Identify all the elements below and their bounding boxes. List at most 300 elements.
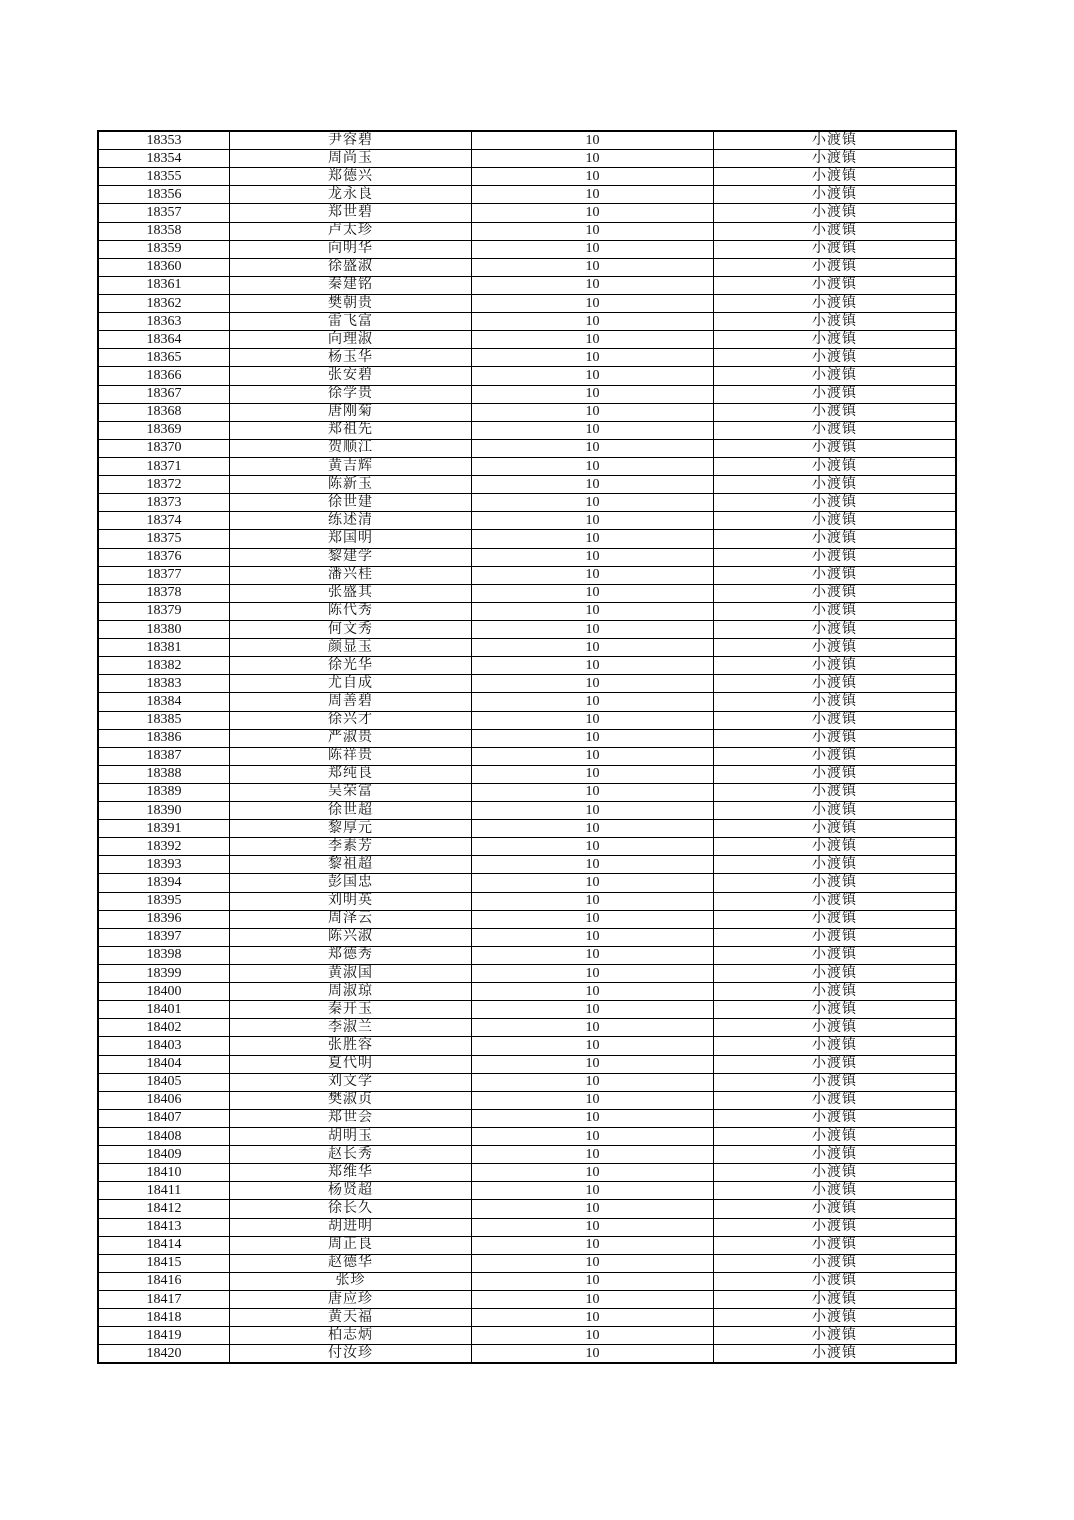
row-name-cell: 刘文学 bbox=[230, 1073, 472, 1091]
row-town-cell: 小渡镇 bbox=[714, 639, 957, 657]
row-name-cell: 张盛其 bbox=[230, 584, 472, 602]
table-row bbox=[98, 494, 956, 512]
row-name-cell: 黎厚元 bbox=[230, 820, 472, 838]
row-name-cell: 黄吉辉 bbox=[230, 457, 472, 475]
row-id-cell: 18382 bbox=[98, 657, 230, 675]
row-name-cell: 彭国忠 bbox=[230, 874, 472, 892]
row-name-cell: 周善碧 bbox=[230, 693, 472, 711]
row-name-cell: 胡明玉 bbox=[230, 1128, 472, 1146]
row-amount-cell: 10 bbox=[472, 168, 714, 186]
table-row bbox=[98, 765, 956, 783]
row-town-cell: 小渡镇 bbox=[714, 1272, 957, 1290]
row-id-cell: 18406 bbox=[98, 1091, 230, 1109]
row-amount-cell: 10 bbox=[472, 620, 714, 638]
row-amount-cell: 10 bbox=[472, 657, 714, 675]
row-id-cell: 18367 bbox=[98, 385, 230, 403]
row-town-cell: 小渡镇 bbox=[714, 367, 957, 385]
row-town-cell: 小渡镇 bbox=[714, 1109, 957, 1127]
row-name-cell: 郑祖先 bbox=[230, 421, 472, 439]
table-row bbox=[98, 1001, 956, 1019]
row-name-cell: 周尚玉 bbox=[230, 150, 472, 168]
row-name-cell: 赵长秀 bbox=[230, 1146, 472, 1164]
row-town-cell: 小渡镇 bbox=[714, 1309, 957, 1327]
row-id-cell: 18384 bbox=[98, 693, 230, 711]
row-id-cell: 18355 bbox=[98, 168, 230, 186]
row-amount-cell: 10 bbox=[472, 693, 714, 711]
row-name-cell: 郑世会 bbox=[230, 1109, 472, 1127]
row-name-cell: 付汝珍 bbox=[230, 1345, 472, 1364]
row-id-cell: 18373 bbox=[98, 494, 230, 512]
row-town-cell: 小渡镇 bbox=[714, 457, 957, 475]
row-amount-cell: 10 bbox=[472, 131, 714, 150]
row-id-cell: 18420 bbox=[98, 1345, 230, 1364]
row-id-cell: 18412 bbox=[98, 1200, 230, 1218]
row-amount-cell: 10 bbox=[472, 1182, 714, 1200]
table-row bbox=[98, 548, 956, 566]
row-id-cell: 18391 bbox=[98, 820, 230, 838]
row-town-cell: 小渡镇 bbox=[714, 747, 957, 765]
row-name-cell: 唐刚菊 bbox=[230, 403, 472, 421]
row-name-cell: 徐光华 bbox=[230, 657, 472, 675]
row-amount-cell: 10 bbox=[472, 186, 714, 204]
row-town-cell: 小渡镇 bbox=[714, 965, 957, 983]
table-row bbox=[98, 946, 956, 964]
row-name-cell: 卢太珍 bbox=[230, 222, 472, 240]
row-name-cell: 徐世建 bbox=[230, 494, 472, 512]
row-town-cell: 小渡镇 bbox=[714, 1073, 957, 1091]
table-row bbox=[98, 403, 956, 421]
row-town-cell: 小渡镇 bbox=[714, 1001, 957, 1019]
row-id-cell: 18370 bbox=[98, 439, 230, 457]
row-town-cell: 小渡镇 bbox=[714, 548, 957, 566]
row-name-cell: 樊淑贞 bbox=[230, 1091, 472, 1109]
row-amount-cell: 10 bbox=[472, 367, 714, 385]
row-town-cell: 小渡镇 bbox=[714, 1327, 957, 1345]
row-town-cell: 小渡镇 bbox=[714, 313, 957, 331]
table-row bbox=[98, 675, 956, 693]
row-town-cell: 小渡镇 bbox=[714, 820, 957, 838]
row-name-cell: 何文秀 bbox=[230, 620, 472, 638]
row-id-cell: 18381 bbox=[98, 639, 230, 657]
table-row bbox=[98, 639, 956, 657]
row-id-cell: 18380 bbox=[98, 620, 230, 638]
row-name-cell: 夏代明 bbox=[230, 1055, 472, 1073]
row-amount-cell: 10 bbox=[472, 1309, 714, 1327]
table-row bbox=[98, 240, 956, 258]
row-amount-cell: 10 bbox=[472, 711, 714, 729]
row-town-cell: 小渡镇 bbox=[714, 566, 957, 584]
row-name-cell: 向明华 bbox=[230, 240, 472, 258]
row-amount-cell: 10 bbox=[472, 1146, 714, 1164]
row-id-cell: 18361 bbox=[98, 276, 230, 294]
row-name-cell: 秦开玉 bbox=[230, 1001, 472, 1019]
row-name-cell: 郑国明 bbox=[230, 530, 472, 548]
row-amount-cell: 10 bbox=[472, 1055, 714, 1073]
table-row bbox=[98, 421, 956, 439]
row-town-cell: 小渡镇 bbox=[714, 765, 957, 783]
row-town-cell: 小渡镇 bbox=[714, 131, 957, 150]
row-amount-cell: 10 bbox=[472, 928, 714, 946]
row-town-cell: 小渡镇 bbox=[714, 602, 957, 620]
row-town-cell: 小渡镇 bbox=[714, 1182, 957, 1200]
row-amount-cell: 10 bbox=[472, 747, 714, 765]
table-row bbox=[98, 693, 956, 711]
row-town-cell: 小渡镇 bbox=[714, 1291, 957, 1309]
row-name-cell: 黄淑国 bbox=[230, 965, 472, 983]
row-name-cell: 陈兴淑 bbox=[230, 928, 472, 946]
row-amount-cell: 10 bbox=[472, 1272, 714, 1290]
table-row bbox=[98, 1055, 956, 1073]
row-name-cell: 陈祥贵 bbox=[230, 747, 472, 765]
row-name-cell: 尤自成 bbox=[230, 675, 472, 693]
row-amount-cell: 10 bbox=[472, 403, 714, 421]
row-id-cell: 18418 bbox=[98, 1309, 230, 1327]
table-row bbox=[98, 439, 956, 457]
row-amount-cell: 10 bbox=[472, 1291, 714, 1309]
row-amount-cell: 10 bbox=[472, 1254, 714, 1272]
row-amount-cell: 10 bbox=[472, 240, 714, 258]
row-id-cell: 18389 bbox=[98, 783, 230, 801]
row-town-cell: 小渡镇 bbox=[714, 331, 957, 349]
row-amount-cell: 10 bbox=[472, 439, 714, 457]
row-id-cell: 18414 bbox=[98, 1236, 230, 1254]
row-name-cell: 唐应珍 bbox=[230, 1291, 472, 1309]
row-town-cell: 小渡镇 bbox=[714, 403, 957, 421]
subsidy-roster-table bbox=[97, 130, 957, 1364]
row-id-cell: 18379 bbox=[98, 602, 230, 620]
row-id-cell: 18398 bbox=[98, 946, 230, 964]
row-name-cell: 黄天福 bbox=[230, 1309, 472, 1327]
row-town-cell: 小渡镇 bbox=[714, 1037, 957, 1055]
row-town-cell: 小渡镇 bbox=[714, 856, 957, 874]
row-amount-cell: 10 bbox=[472, 313, 714, 331]
row-amount-cell: 10 bbox=[472, 1001, 714, 1019]
row-id-cell: 18387 bbox=[98, 747, 230, 765]
row-amount-cell: 10 bbox=[472, 946, 714, 964]
row-town-cell: 小渡镇 bbox=[714, 928, 957, 946]
row-amount-cell: 10 bbox=[472, 1091, 714, 1109]
row-amount-cell: 10 bbox=[472, 1200, 714, 1218]
row-id-cell: 18399 bbox=[98, 965, 230, 983]
table-row bbox=[98, 313, 956, 331]
table-row bbox=[98, 512, 956, 530]
row-town-cell: 小渡镇 bbox=[714, 584, 957, 602]
table-row bbox=[98, 367, 956, 385]
row-id-cell: 18394 bbox=[98, 874, 230, 892]
row-name-cell: 严淑贵 bbox=[230, 729, 472, 747]
row-town-cell: 小渡镇 bbox=[714, 1236, 957, 1254]
row-town-cell: 小渡镇 bbox=[714, 276, 957, 294]
row-town-cell: 小渡镇 bbox=[714, 1345, 957, 1364]
row-name-cell: 龙永良 bbox=[230, 186, 472, 204]
row-name-cell: 郑世碧 bbox=[230, 204, 472, 222]
row-id-cell: 18362 bbox=[98, 294, 230, 312]
row-amount-cell: 10 bbox=[472, 1236, 714, 1254]
row-id-cell: 18360 bbox=[98, 258, 230, 276]
row-amount-cell: 10 bbox=[472, 1327, 714, 1345]
row-id-cell: 18401 bbox=[98, 1001, 230, 1019]
table-row bbox=[98, 1236, 956, 1254]
row-name-cell: 吴荣富 bbox=[230, 783, 472, 801]
row-name-cell: 向理淑 bbox=[230, 331, 472, 349]
row-amount-cell: 10 bbox=[472, 1019, 714, 1037]
row-name-cell: 颜显玉 bbox=[230, 639, 472, 657]
roster-body bbox=[98, 131, 956, 1363]
row-id-cell: 18397 bbox=[98, 928, 230, 946]
row-town-cell: 小渡镇 bbox=[714, 258, 957, 276]
table-row bbox=[98, 1037, 956, 1055]
row-name-cell: 徐世超 bbox=[230, 802, 472, 820]
row-amount-cell: 10 bbox=[472, 1128, 714, 1146]
row-name-cell: 周正良 bbox=[230, 1236, 472, 1254]
row-amount-cell: 10 bbox=[472, 476, 714, 494]
row-amount-cell: 10 bbox=[472, 204, 714, 222]
row-amount-cell: 10 bbox=[472, 1109, 714, 1127]
row-id-cell: 18392 bbox=[98, 838, 230, 856]
row-amount-cell: 10 bbox=[472, 421, 714, 439]
row-amount-cell: 10 bbox=[472, 222, 714, 240]
table-row bbox=[98, 331, 956, 349]
row-amount-cell: 10 bbox=[472, 802, 714, 820]
table-row bbox=[98, 349, 956, 367]
row-id-cell: 18385 bbox=[98, 711, 230, 729]
row-town-cell: 小渡镇 bbox=[714, 910, 957, 928]
row-amount-cell: 10 bbox=[472, 150, 714, 168]
row-id-cell: 18410 bbox=[98, 1164, 230, 1182]
table-row bbox=[98, 1182, 956, 1200]
row-id-cell: 18372 bbox=[98, 476, 230, 494]
table-row bbox=[98, 530, 956, 548]
row-id-cell: 18413 bbox=[98, 1218, 230, 1236]
row-amount-cell: 10 bbox=[472, 457, 714, 475]
row-amount-cell: 10 bbox=[472, 1037, 714, 1055]
table-row bbox=[98, 602, 956, 620]
table-row bbox=[98, 584, 956, 602]
row-town-cell: 小渡镇 bbox=[714, 1164, 957, 1182]
row-town-cell: 小渡镇 bbox=[714, 421, 957, 439]
row-amount-cell: 10 bbox=[472, 584, 714, 602]
table-row bbox=[98, 150, 956, 168]
row-amount-cell: 10 bbox=[472, 1073, 714, 1091]
row-town-cell: 小渡镇 bbox=[714, 1128, 957, 1146]
table-row bbox=[98, 838, 956, 856]
row-town-cell: 小渡镇 bbox=[714, 693, 957, 711]
table-row bbox=[98, 258, 956, 276]
row-id-cell: 18374 bbox=[98, 512, 230, 530]
row-id-cell: 18417 bbox=[98, 1291, 230, 1309]
table-row bbox=[98, 856, 956, 874]
row-name-cell: 陈新玉 bbox=[230, 476, 472, 494]
row-name-cell: 练述清 bbox=[230, 512, 472, 530]
row-amount-cell: 10 bbox=[472, 892, 714, 910]
row-name-cell: 杨贤超 bbox=[230, 1182, 472, 1200]
table-row bbox=[98, 983, 956, 1001]
table-row bbox=[98, 204, 956, 222]
row-amount-cell: 10 bbox=[472, 548, 714, 566]
table-row bbox=[98, 294, 956, 312]
row-id-cell: 18365 bbox=[98, 349, 230, 367]
row-town-cell: 小渡镇 bbox=[714, 783, 957, 801]
row-name-cell: 尹容碧 bbox=[230, 131, 472, 150]
table-row bbox=[98, 276, 956, 294]
row-amount-cell: 10 bbox=[472, 729, 714, 747]
row-id-cell: 18386 bbox=[98, 729, 230, 747]
row-id-cell: 18369 bbox=[98, 421, 230, 439]
row-town-cell: 小渡镇 bbox=[714, 476, 957, 494]
table-row bbox=[98, 657, 956, 675]
table-row bbox=[98, 1019, 956, 1037]
table-row bbox=[98, 1073, 956, 1091]
row-amount-cell: 10 bbox=[472, 910, 714, 928]
row-amount-cell: 10 bbox=[472, 1164, 714, 1182]
table-row bbox=[98, 131, 956, 150]
table-row bbox=[98, 874, 956, 892]
row-id-cell: 18390 bbox=[98, 802, 230, 820]
table-row bbox=[98, 1254, 956, 1272]
table-row bbox=[98, 1164, 956, 1182]
table-row bbox=[98, 802, 956, 820]
table-row bbox=[98, 729, 956, 747]
row-town-cell: 小渡镇 bbox=[714, 874, 957, 892]
table-row bbox=[98, 711, 956, 729]
row-id-cell: 18408 bbox=[98, 1128, 230, 1146]
row-amount-cell: 10 bbox=[472, 385, 714, 403]
row-amount-cell: 10 bbox=[472, 765, 714, 783]
row-amount-cell: 10 bbox=[472, 856, 714, 874]
row-id-cell: 18402 bbox=[98, 1019, 230, 1037]
row-id-cell: 18368 bbox=[98, 403, 230, 421]
row-town-cell: 小渡镇 bbox=[714, 1019, 957, 1037]
table-row bbox=[98, 620, 956, 638]
row-name-cell: 黎建学 bbox=[230, 548, 472, 566]
row-amount-cell: 10 bbox=[472, 602, 714, 620]
row-town-cell: 小渡镇 bbox=[714, 494, 957, 512]
row-amount-cell: 10 bbox=[472, 276, 714, 294]
table-row bbox=[98, 385, 956, 403]
row-name-cell: 周泽云 bbox=[230, 910, 472, 928]
row-town-cell: 小渡镇 bbox=[714, 657, 957, 675]
row-town-cell: 小渡镇 bbox=[714, 150, 957, 168]
row-town-cell: 小渡镇 bbox=[714, 729, 957, 747]
row-id-cell: 18366 bbox=[98, 367, 230, 385]
row-town-cell: 小渡镇 bbox=[714, 946, 957, 964]
row-id-cell: 18416 bbox=[98, 1272, 230, 1290]
row-amount-cell: 10 bbox=[472, 838, 714, 856]
row-amount-cell: 10 bbox=[472, 530, 714, 548]
row-amount-cell: 10 bbox=[472, 512, 714, 530]
table-row bbox=[98, 910, 956, 928]
row-name-cell: 潘兴桂 bbox=[230, 566, 472, 584]
row-name-cell: 张珍 bbox=[230, 1272, 472, 1290]
table-row bbox=[98, 965, 956, 983]
row-amount-cell: 10 bbox=[472, 294, 714, 312]
table-row bbox=[98, 566, 956, 584]
row-amount-cell: 10 bbox=[472, 820, 714, 838]
row-amount-cell: 10 bbox=[472, 331, 714, 349]
row-name-cell: 徐兴才 bbox=[230, 711, 472, 729]
row-id-cell: 18354 bbox=[98, 150, 230, 168]
row-name-cell: 李素芳 bbox=[230, 838, 472, 856]
row-amount-cell: 10 bbox=[472, 258, 714, 276]
row-name-cell: 郑德秀 bbox=[230, 946, 472, 964]
table-row bbox=[98, 1345, 956, 1364]
row-name-cell: 郑维华 bbox=[230, 1164, 472, 1182]
row-town-cell: 小渡镇 bbox=[714, 294, 957, 312]
row-id-cell: 18411 bbox=[98, 1182, 230, 1200]
row-amount-cell: 10 bbox=[472, 783, 714, 801]
row-name-cell: 刘明英 bbox=[230, 892, 472, 910]
row-amount-cell: 10 bbox=[472, 675, 714, 693]
table-row bbox=[98, 457, 956, 475]
table-row bbox=[98, 1109, 956, 1127]
row-name-cell: 徐学贵 bbox=[230, 385, 472, 403]
row-amount-cell: 10 bbox=[472, 874, 714, 892]
table-row bbox=[98, 1200, 956, 1218]
table-row bbox=[98, 1272, 956, 1290]
row-town-cell: 小渡镇 bbox=[714, 1146, 957, 1164]
table-row bbox=[98, 1218, 956, 1236]
row-name-cell: 周淑琼 bbox=[230, 983, 472, 1001]
row-town-cell: 小渡镇 bbox=[714, 892, 957, 910]
row-id-cell: 18405 bbox=[98, 1073, 230, 1091]
row-id-cell: 18356 bbox=[98, 186, 230, 204]
row-name-cell: 陈代秀 bbox=[230, 602, 472, 620]
row-id-cell: 18388 bbox=[98, 765, 230, 783]
row-name-cell: 柏志炳 bbox=[230, 1327, 472, 1345]
row-id-cell: 18404 bbox=[98, 1055, 230, 1073]
row-id-cell: 18415 bbox=[98, 1254, 230, 1272]
row-name-cell: 杨玉华 bbox=[230, 349, 472, 367]
row-name-cell: 徐盛淑 bbox=[230, 258, 472, 276]
row-name-cell: 郑德兴 bbox=[230, 168, 472, 186]
row-name-cell: 樊朝贵 bbox=[230, 294, 472, 312]
row-id-cell: 18357 bbox=[98, 204, 230, 222]
row-id-cell: 18393 bbox=[98, 856, 230, 874]
row-name-cell: 贺顺江 bbox=[230, 439, 472, 457]
row-town-cell: 小渡镇 bbox=[714, 204, 957, 222]
table-row bbox=[98, 222, 956, 240]
row-id-cell: 18353 bbox=[98, 131, 230, 150]
row-id-cell: 18377 bbox=[98, 566, 230, 584]
table-row bbox=[98, 1291, 956, 1309]
row-name-cell: 赵德华 bbox=[230, 1254, 472, 1272]
row-id-cell: 18359 bbox=[98, 240, 230, 258]
table-row bbox=[98, 747, 956, 765]
row-town-cell: 小渡镇 bbox=[714, 1091, 957, 1109]
row-id-cell: 18358 bbox=[98, 222, 230, 240]
row-id-cell: 18376 bbox=[98, 548, 230, 566]
row-town-cell: 小渡镇 bbox=[714, 983, 957, 1001]
row-town-cell: 小渡镇 bbox=[714, 349, 957, 367]
row-id-cell: 18403 bbox=[98, 1037, 230, 1055]
table-row bbox=[98, 892, 956, 910]
row-amount-cell: 10 bbox=[472, 965, 714, 983]
row-town-cell: 小渡镇 bbox=[714, 439, 957, 457]
row-id-cell: 18375 bbox=[98, 530, 230, 548]
row-town-cell: 小渡镇 bbox=[714, 168, 957, 186]
row-id-cell: 18409 bbox=[98, 1146, 230, 1164]
row-amount-cell: 10 bbox=[472, 639, 714, 657]
row-town-cell: 小渡镇 bbox=[714, 186, 957, 204]
row-town-cell: 小渡镇 bbox=[714, 385, 957, 403]
table-row bbox=[98, 1309, 956, 1327]
row-amount-cell: 10 bbox=[472, 349, 714, 367]
row-town-cell: 小渡镇 bbox=[714, 620, 957, 638]
table-row bbox=[98, 186, 956, 204]
row-amount-cell: 10 bbox=[472, 494, 714, 512]
row-town-cell: 小渡镇 bbox=[714, 240, 957, 258]
row-town-cell: 小渡镇 bbox=[714, 1218, 957, 1236]
